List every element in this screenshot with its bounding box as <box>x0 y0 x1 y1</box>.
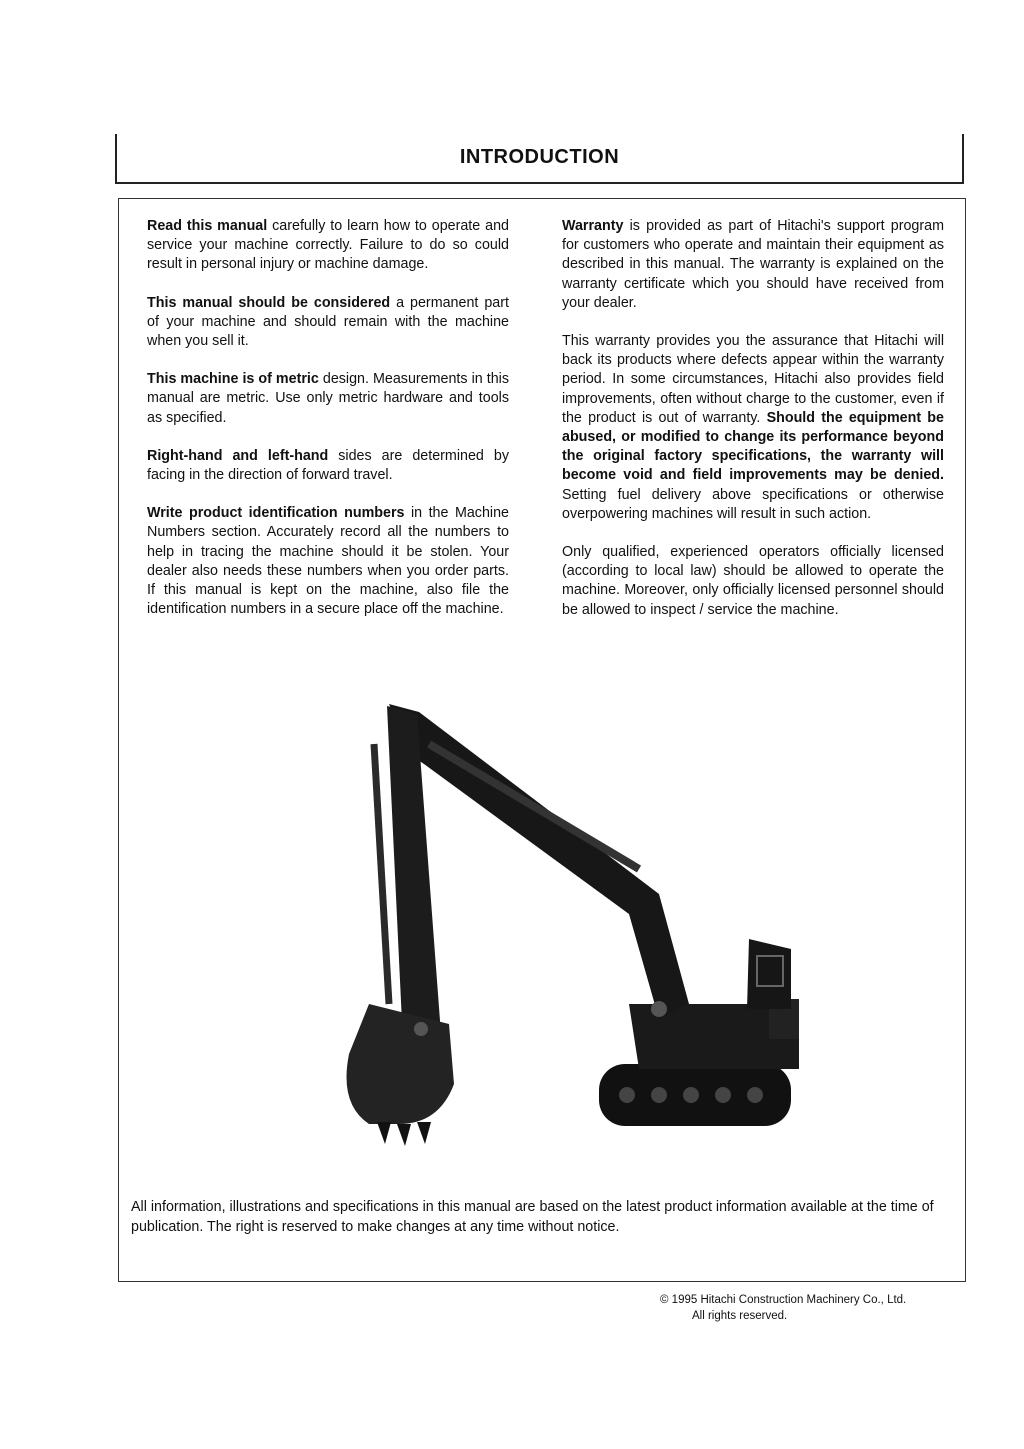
copyright-line: © 1995 Hitachi Construction Machinery Co., Ltd. <box>660 1294 907 1306</box>
paragraph-warranty <box>562 217 944 313</box>
paragraph-lead: Right-hand and left-hand <box>147 447 329 464</box>
paragraph-read-manual <box>147 217 509 275</box>
paragraph-identification <box>147 504 509 619</box>
paragraph-lead: This manual should be considered <box>147 294 391 311</box>
paragraph-text: This warranty provides you the assurance that Hitachi will back its products where defects appear within the warranty period. In some circumstances, Hitachi also provides field improvements, often without charge to the customer, even if the product is out of warranty. <box>562 333 944 426</box>
paragraph-text: carefully to learn how to operate and service your machine correctly. Failure to do so could result in personal injury or machine damage. <box>147 218 509 273</box>
paragraph-text: Only qualified, experienced operators officially licensed (according to local law) should be allowed to operate the machine. Moreover, only officially licensed personnel should be allowed to inspect / service the machine. <box>562 544 944 618</box>
paragraph-lead: This machine is of metric <box>147 371 319 388</box>
paragraph-text: a permanent part of your machine and should remain with the machine when you sell it. <box>147 294 509 350</box>
header-box <box>115 134 964 184</box>
right-column <box>562 217 944 639</box>
page-title: INTRODUCTION <box>459 146 620 168</box>
paragraph-lead: Warranty <box>562 218 624 234</box>
footer-note: All information, illustrations and specifications in this manual are based on the latest product information available at the time of publication. The right is reserved to make changes at any time without notice. <box>131 1199 934 1235</box>
paragraph-metric <box>147 370 509 428</box>
paragraph-text: is provided as part of Hitachi's support program for customers who operate and maintain their equipment as described in this manual. The warranty is explained on the warranty certificate which you should have received from your dealer. <box>562 218 944 311</box>
paragraph-bold-warning: Should the equipment be abused, or modified to change its performance beyond the original factory specifications, the warranty will become void and field improvements may be denied. <box>562 409 944 484</box>
copyright-notice <box>660 1292 980 1324</box>
paragraph-qualified-operators <box>562 543 944 620</box>
paragraph-text: sides are determined by facing in the direction of forward travel. <box>147 447 509 484</box>
paragraph-text: design. Measurements in this manual are metric. Use only metric hardware and tools as specified. <box>147 371 509 426</box>
left-column <box>147 217 509 638</box>
paragraph-sides <box>147 447 509 485</box>
excavator-illustration <box>329 704 799 1154</box>
paragraph-lead: Write product identification numbers <box>147 505 405 522</box>
paragraph-permanent-part <box>147 294 509 352</box>
paragraph-text: in the Machine Numbers section. Accurately record all the numbers to help in tracing the machine should it be stolen. Your dealer also needs these numbers when you order parts. If this manual is kept on the machine, also file the identification numbers in a secure place off the machine. <box>147 505 509 618</box>
paragraph-lead: Read this manual <box>147 218 268 234</box>
content-box <box>118 198 966 1282</box>
paragraph-assurance <box>562 332 944 524</box>
paragraph-text-tail: Setting fuel delivery above specifications or otherwise overpowering machines will result in such action. <box>562 486 944 522</box>
rights-reserved: All rights reserved. <box>692 1310 788 1322</box>
